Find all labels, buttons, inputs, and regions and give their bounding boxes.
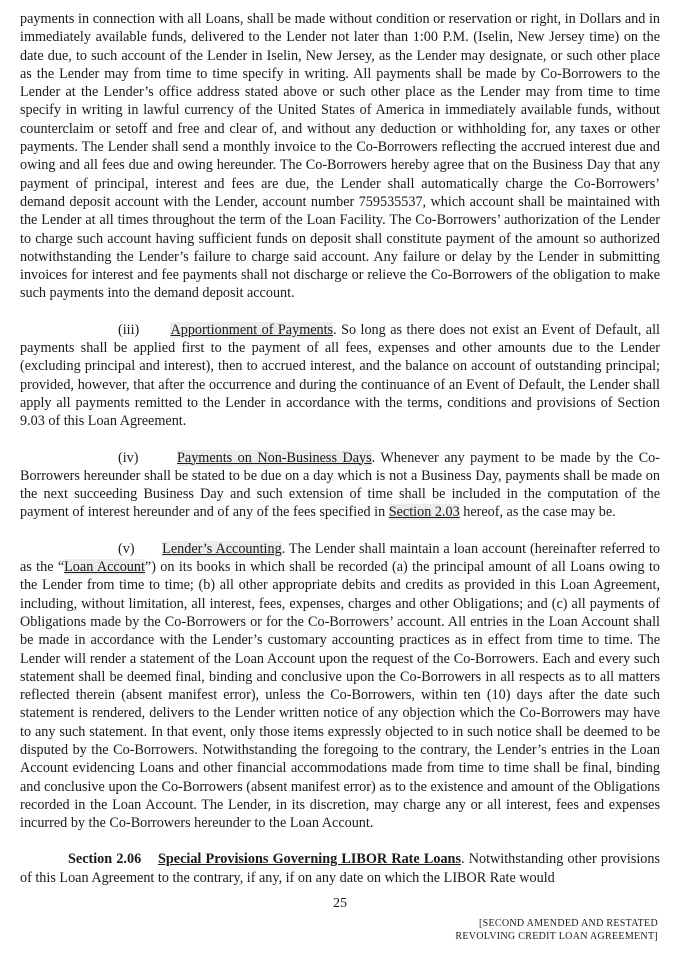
clause-text-iv-before: . Whenever any payment to be made by the Co-Borrowers hereunder shall be stated to be due on a day which is not a Business Day, payments shall be made on the next succeeding Business Day and such extension of time shall be included in the computation of the payment of interest hereunder and of any of the fees specified in	[20, 449, 660, 521]
footer-line-2: REVOLVING CREDIT LOAN AGREEMENT]	[455, 930, 658, 942]
clause-number-iii: (iii)	[118, 321, 140, 338]
paragraph-iv-non-business-days	[20, 449, 660, 522]
clause-title-non-business-days: Payments on Non-Business Days	[177, 449, 372, 466]
page-number: 25	[333, 896, 347, 911]
section-text-2-06: . Notwithstanding other provisions of this Loan Agreement to the contrary, if any, if on any date on which the LIBOR Rate would	[20, 851, 660, 886]
paragraph-payments-continuation	[20, 10, 660, 303]
clause-text-iii: . So long as there does not exist an Event of Default, all payments shall be applied first to the payment of all fees, expenses and other amounts due to the Lender (excluding principal and interest), then to accrued interest, and the balance on account of outstanding principal; provided, however, that after the occurrence and during the continuance of an Event of Default, the Lender shall apply all payments remitted to the Lender in accordance with the terms, conditions and provisions of Section 9.03 of this Loan Agreement.	[20, 321, 660, 430]
clause-number-v: (v)	[118, 540, 135, 557]
clause-text-iv-after: hereof, as the case may be.	[459, 504, 616, 521]
defined-term-loan-account: Loan Account	[64, 559, 145, 576]
clause-title-lenders-accounting: Lender’s Accounting	[162, 540, 282, 557]
clause-number-iv: (iv)	[118, 449, 139, 466]
clause-text-v-before: . The Lender shall maintain a loan account (hereinafter referred to as the “	[20, 540, 661, 576]
paragraph-v-lenders-accounting	[20, 540, 660, 833]
document-footer-label	[455, 918, 658, 943]
paragraph-iii-apportionment	[20, 321, 660, 431]
section-label-2-06: Section 2.06	[68, 851, 142, 868]
payments-continuation-text: payments in connection with all Loans, shall be made without condition or reservation or right, in Dollars and in immediately available funds, delivered to the Lender not later than 1:00 P.M. (Iselin, New Jersey time) on the date due, to such account of the Lender in Iselin, New Jersey, as the Lender may designate, or such other place as the Lender may from time to time specify in writing. All payments shall be made by Co-Borrowers to the Lender at the Lender’s office address stated above or such other place as the Lender may from time to time specify in writing in lawful currency of the United States of America in immediately available funds, without counterclaim or setoff and free and clear of, and without any deduction or withholding for, any taxes or other payments. The Lender shall send a monthly invoice to the Co-Borrowers reflecting the accrued interest due and owing and all fees due and owing hereunder. The Co-Borrowers hereby agree that on the Business Day that any payment of principal, interest and fees are due, the Lender shall automatically charge the Co-Borrowers’ demand deposit account with the Lender, account number 759535537, which account shall be maintained with the Lender at all times throughout the term of the Loan Facility. The Co-Borrowers’ authorization of the Lender to charge such account having sufficient funds on deposit shall constitute payment of the amount so authorized notwithstanding the Lender’s failure to charge said account. Any failure or delay by the Lender in submitting invoices for interest and fee payments shall not discharge or relieve the Co-Borrowers of the obligation to make such payments into the demand deposit account.	[20, 11, 660, 302]
section-title-libor: Special Provisions Governing LIBOR Rate Loans	[158, 851, 461, 868]
clause-title-apportionment: Apportionment of Payments	[170, 321, 334, 338]
footer-line-1: [SECOND AMENDED AND RESTATED	[479, 918, 658, 929]
section-2-06-paragraph	[20, 850, 660, 887]
section-reference-2-03: Section 2.03	[388, 504, 460, 521]
clause-text-v-after: ”) on its books in which shall be recorded (a) the principal amount of all Loans owing to the Lender from time to time; (b) all other appropriate debits and credits as provided in this Loan Agreement, including, without limitation, all interest, fees, expenses, charges and other Obligations; and (c) all payments of Obligations made by the Co-Borrowers or for the Co-Borrowers’ account. All entries in the Loan Account shall be made in accordance with the Lender’s customary accounting practices as in effect from time to time. The Lender will render a statement of the Loan Account upon the request of the Co-Borrowers. Each and every such statement shall be deemed final, binding and conclusive upon the Co-Borrowers in all respects as to all matters reflected therein (absent manifest error), unless the Co-Borrowers, within ten (10) days after the date such statement is rendered, delivers to the Lender written notice of any objection which the Co-Borrowers may have to any such statement. In that event, only those items expressly objected to in such notice shall be deemed to be disputed by the Co-Borrowers. Notwithstanding the foregoing to the contrary, the Lender’s entries in the Loan Account evidencing Loans and other financial accommodations made from time to time shall be final, binding and conclusive upon the Co-Borrowers (absent manifest error) as to the existence and amount of the Obligations recorded in the Loan Account. The Lender, in its discretion, may charge any or all interest, fees and expenses incurred by the Co-Borrowers hereunder to the Loan Account.	[20, 559, 660, 832]
document-body	[20, 0, 660, 905]
